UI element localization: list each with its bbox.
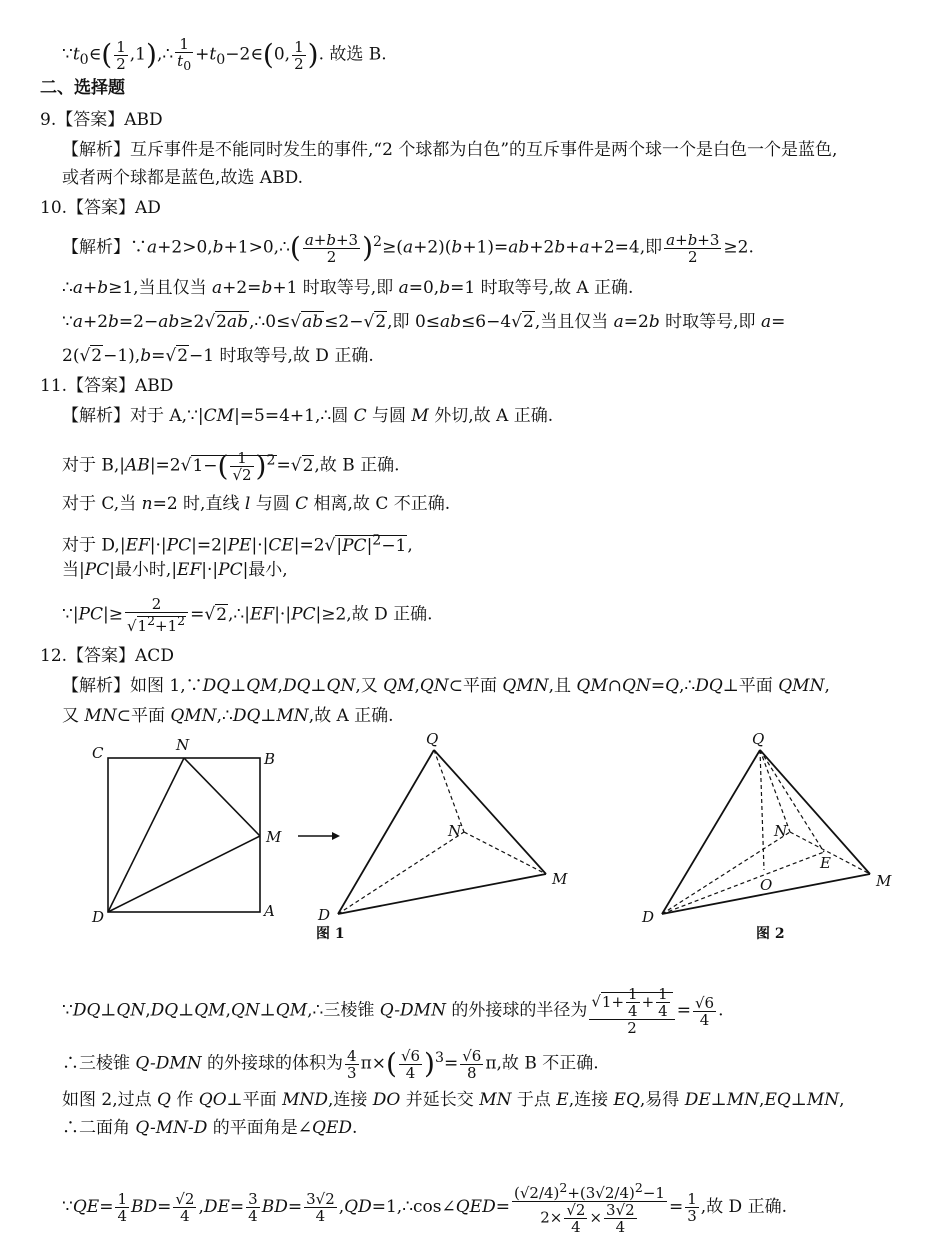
fig1-label-M: M bbox=[552, 870, 568, 888]
fig2-label-D: D bbox=[642, 908, 655, 926]
analysis-11-line5: 当|PC|最小时,|EF|·|PC|最小, bbox=[62, 560, 288, 580]
analysis-10-line4: 2(√2−1),b=√2−1 时取等号,故 D 正确. bbox=[62, 346, 374, 366]
analysis-12-line6: ∴二面角 Q-MN-D 的平面角是∠QED. bbox=[62, 1118, 358, 1138]
segment-NM bbox=[184, 758, 260, 836]
segment-DN bbox=[108, 758, 184, 912]
fig2-label-E: E bbox=[820, 854, 831, 872]
fig1-label-D: D bbox=[318, 906, 331, 924]
label-D: D bbox=[92, 908, 105, 926]
fig2-label-Q: Q bbox=[752, 730, 765, 748]
figure-square bbox=[0, 730, 949, 970]
label-M: M bbox=[266, 828, 282, 846]
analysis-12-line5: 如图 2,过点 Q 作 QO⊥平面 MND,连接 DO 并延长交 MN 于点 E,连接 EQ,易得 DE⊥MN,EQ⊥MN, bbox=[62, 1090, 845, 1110]
analysis-9-line1: 【解析】互斥事件是不能同时发生的事件,“2 个球都为白色”的互斥事件是两个球一个是白色一个是蓝色, bbox=[62, 140, 838, 160]
analysis-11-line6: ∵|PC|≥ $\frac{2}{√1^2+1^2}$ =√2,∴|EF|·|PC|≥2,故 D 正确. bbox=[62, 595, 433, 635]
fig2-label-N: N bbox=[774, 822, 788, 840]
arrow-head bbox=[332, 832, 340, 840]
answer-12: 12.【答案】ACD bbox=[40, 646, 174, 666]
label-N: N bbox=[176, 736, 190, 754]
analysis-11-line3: 对于 C,当 n=2 时,直线 l 与圆 C 相离,故 C 不正确. bbox=[62, 494, 451, 514]
analysis-11-line2: 对于 B,|AB|=2√1−( $\frac{1}{√2}$ )$^2$=√2,故 B 正确. bbox=[62, 448, 400, 484]
analysis-11-line4: 对于 $D,|EF|\cdot|PC|=2|PE|\cdot|CE|=2√|PC|^2-1$, bbox=[62, 532, 413, 556]
analysis-9-line2: 或者两个球都是蓝色,故选 ABD. bbox=[62, 168, 304, 188]
fig1-label-Q: Q bbox=[426, 730, 439, 748]
square bbox=[108, 758, 260, 912]
label-B: B bbox=[264, 750, 276, 768]
answer-10: 10.【答案】AD bbox=[40, 198, 161, 218]
fig2-caption: 图 2 bbox=[756, 926, 785, 942]
fig1-caption: 图 1 bbox=[316, 926, 345, 942]
analysis-10-line1: 【解析】∵a+2>0,b+1>0,∴( $\frac{a+b+3}{2}$ )$^2$≥(a+2)(b+1)=ab+2b+a+2=4,即 $\frac{a+b+3}{2}$ ≥2. bbox=[62, 230, 754, 266]
analysis-12-line3: ∵DQ⊥QN,DQ⊥QM,QN⊥QM,∴三棱锥 Q-DMN 的外接球的半径为 √1+ $\frac{1}{4}$ + $\frac{1}{4}$ 2 = $\frac{√6}{4}$ . bbox=[62, 985, 724, 1037]
analysis-10-line3: ∵a+2b=2−ab≥2√2ab,∴0≤√ab≤2−√2,即 0≤ab≤6−4√2,当且仅当 a=2b 时取等号,即 a= bbox=[62, 312, 786, 332]
analysis-12-line2: 又 MN⊂平面 QMN,∴DQ⊥MN,故 A 正确. bbox=[62, 706, 394, 726]
analysis-10-line2: ∴a+b≥1,当且仅当 a+2=b+1 时取等号,即 a=0,b=1 时取等号,故 A 正确. bbox=[62, 278, 634, 298]
analysis-11-line1: 【解析】对于 A,∵|CM|=5=4+1,∴圆 C 与圆 M 外切,故 A 正确. bbox=[62, 406, 554, 426]
fig2-label-M: M bbox=[876, 872, 892, 890]
answer-9: 9.【答案】ABD bbox=[40, 110, 163, 130]
label-A: A bbox=[264, 902, 275, 920]
analysis-12-line7: ∵QE= $\frac{1}{4}$ BD= $\frac{√2}{4}$ ,DE= $\frac{3}{4}$ BD= $\frac{3√2}{4}$ ,QD=1,∴cos∠QED= $(√2/4)^2+(3√2/4)^2-1$ 2× $\frac{√2}{4}$ × $\frac{3√2}{4}$ = $\frac{1}{3}$ ,故 D 正确. bbox=[62, 1180, 787, 1236]
answer-11: 11.【答案】ABD bbox=[40, 376, 174, 396]
fig1-label-N: N bbox=[448, 822, 462, 840]
analysis-12-line1: 【解析】如图 1,∵DQ⊥QM,DQ⊥QN,又 QM,QN⊂平面 QMN,且 QM∩QN=Q,∴DQ⊥平面 QMN, bbox=[62, 676, 830, 696]
fig2-label-O: O bbox=[760, 876, 773, 894]
label-C: C bbox=[92, 744, 104, 762]
analysis-12-line4: ∴三棱锥 Q-DMN 的外接球的体积为 $\frac{4}{3}$ π×( $\frac{√6}{4}$ )$^3$= $\frac{√6}{8}$ π,故 B 不正确. bbox=[62, 1046, 599, 1082]
text-line: $\because t_0\in$( $\frac{1}{2}$ ,1),∴ $\frac{1}{t_0}$ $+t_0-2\in(0$, $\frac{1}{2}$ ). 故选 B. bbox=[62, 35, 387, 73]
section-heading: 二、选择题 bbox=[40, 78, 125, 98]
segment-DM bbox=[108, 836, 260, 912]
